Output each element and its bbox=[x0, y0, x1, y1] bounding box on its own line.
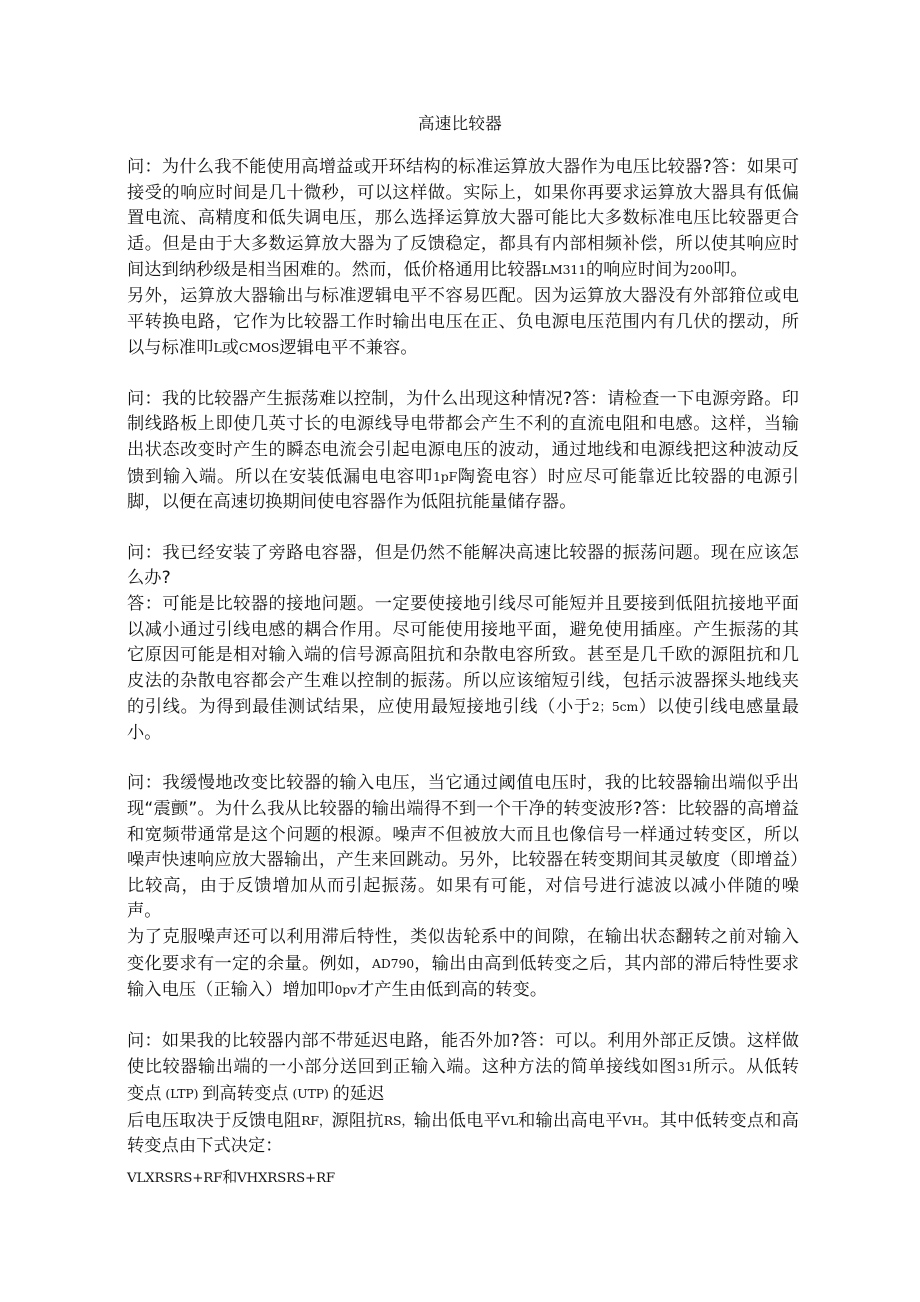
inline-text: 问：我已经安装了旁路电容器，但是仍然不能解决高速比较器的振荡问题。现在应该怎么办? bbox=[127, 542, 799, 589]
inline-designator: 200 bbox=[689, 262, 714, 278]
inline-designator: LM311 bbox=[541, 262, 586, 278]
inline-text: 后电压取决于反馈电阻 bbox=[127, 1110, 302, 1131]
formula-left: VLXRSRS+RF bbox=[127, 1170, 223, 1186]
inline-designator: L bbox=[213, 340, 222, 356]
inline-text: ，输出由高到低转变之后，其内部的滞后特性要求输入电压（正输入）增加叩 bbox=[127, 953, 799, 1001]
inline-text: 问：我缓慢地改变比较器的输入电压，当它通过阈值电压时，我的比较器输出端似乎出现“震颤”。为什么我从比较器的输出端得不到一个干净的转变波形?答：比较器的高增益和宽频带通常是这个问题的根源。噪声不但被放大而且也像信号一样通过转变区，所以噪声快速响应放大器输出，产生来回跳动。另外，比较器在转变期间其灵敏度（即增益）比较高，由于反馈增加从而引起振荡。如果有可能，对信号进行滤波以减小伴随的噪声。 bbox=[127, 773, 799, 922]
inline-designator: VH bbox=[622, 1112, 643, 1128]
formula-line bbox=[127, 1166, 799, 1190]
paragraph bbox=[127, 541, 799, 592]
inline-text: 或 bbox=[221, 338, 239, 359]
paragraph bbox=[127, 925, 799, 1004]
inline-designator: 31 bbox=[676, 1059, 693, 1075]
paragraph bbox=[127, 1029, 799, 1108]
inline-designator: AD790 bbox=[371, 955, 415, 971]
inline-designator: 1pF bbox=[432, 468, 458, 484]
inline-text: 。其中低转变点和高转变点由下式决定： bbox=[127, 1110, 799, 1157]
inline-designator: (UTP) bbox=[288, 1086, 333, 1101]
inline-designator: (LTP) bbox=[161, 1086, 203, 1101]
inline-designator: 2；5cm bbox=[591, 699, 639, 715]
inline-text: 的响应时间为 bbox=[585, 260, 690, 281]
inline-designator: RS， bbox=[383, 1112, 414, 1128]
formula-right: VHXRSRS+RF bbox=[237, 1170, 336, 1186]
inline-designator: RF， bbox=[301, 1112, 332, 1128]
inline-text: 所示。从低转变点 bbox=[127, 1057, 799, 1104]
page-title: 高速比较器 bbox=[418, 114, 502, 133]
inline-text: 的延迟 bbox=[332, 1084, 385, 1104]
inline-text: 和输出高电平 bbox=[517, 1110, 623, 1131]
inline-designator: 0pv bbox=[334, 982, 357, 998]
inline-text: 才产生由低到高的转变。 bbox=[356, 980, 548, 1001]
inline-text: 另外，运算放大器输出与标准逻辑电平不容易匹配。因为运算放大器没有外部箝位或电平转换电路，它作为比较器工作时输出电压在正、负电源电压范围内有几伏的摆动，所以与标准叩 bbox=[127, 285, 799, 359]
inline-text: ）以使引线电感量最小。 bbox=[127, 697, 800, 743]
inline-text: 为了克服噪声还可以利用滞后特性，类似齿轮系中的间隙，在输出状态翻转之前对输入变化要求有一定的余量。例如， bbox=[127, 927, 799, 974]
inline-text: 逻辑电平不兼容。 bbox=[279, 338, 418, 359]
inline-text: 问：如果我的比较器内部不带延迟电路，能否外加?答：可以。利用外部正反馈。这样做使比较器输出端的一小部分送回到正输入端。这种方法的简单接线如图 bbox=[127, 1030, 799, 1078]
inline-text: 到高转变点 bbox=[202, 1084, 289, 1104]
inline-text: 叩。 bbox=[713, 260, 748, 281]
inline-text: 陶瓷电容）时应尽可能靠近比较器的电源引脚，以便在高速切换期间使电容器作为低阻抗能量储存器。 bbox=[127, 466, 800, 513]
paragraph bbox=[127, 1108, 799, 1160]
inline-text: 输出低电平 bbox=[413, 1110, 501, 1131]
inline-text: 问：为什么我不能使用高增益或开环结构的标准运算放大器作为电压比较器?答：如果可接受的响应时间是几十微秒，可以这样做。实际上，如果你再要求运算放大器具有低偏置电流、高精度和低失调电压，那么选择运算放大器可能比大多数标准电压比较器更合适。但是由于大多数运算放大器为了反馈稳定，都具有内部相频补偿，所以使其响应时间达到纳秒级是相当困难的。然而，低价格通用比较器 bbox=[127, 157, 799, 281]
paragraph bbox=[127, 387, 799, 516]
paragraph bbox=[127, 592, 799, 747]
inline-text: 源阻抗 bbox=[331, 1110, 384, 1131]
paragraph bbox=[127, 771, 799, 925]
inline-text: 答：可能是比较器的接地问题。一定要使接地引线尽可能短并且要接到低阻抗接地平面以减小通过引线电感的耦合作用。尽可能使用接地平面，避免使用插座。产生振荡的其它原因可能是相对输入端的信号源高阻抗和杂散电容所致。甚至是几千欧的源阻抗和几皮法的杂散电容都会产生难以控制的振荡。所以应该缩短引线，包括示波器探头地线夹的引线。为得到最佳测试结果，应使用最短接地引线（小于 bbox=[127, 593, 799, 718]
paragraph bbox=[127, 284, 799, 362]
inline-text: 问：我的比较器产生振荡难以控制，为什么出现这种情况?答：请检查一下电源旁路。印制线路板上即使几英寸长的电源线导电带都会产生不利的直流电阻和电感。这样，当输出状态改变时产生的瞬态电流会引起电源电压的波动，通过地线和电源线把这种波动反馈到输入端。所以在安装低漏电电容叩 bbox=[127, 388, 799, 487]
document-body bbox=[127, 155, 799, 1190]
paragraph bbox=[127, 155, 799, 284]
inline-designator: CMOS bbox=[238, 340, 280, 356]
inline-designator: VL bbox=[501, 1112, 518, 1128]
paragraph-list bbox=[127, 155, 799, 1160]
formula-conjunction: 和 bbox=[222, 1167, 238, 1186]
